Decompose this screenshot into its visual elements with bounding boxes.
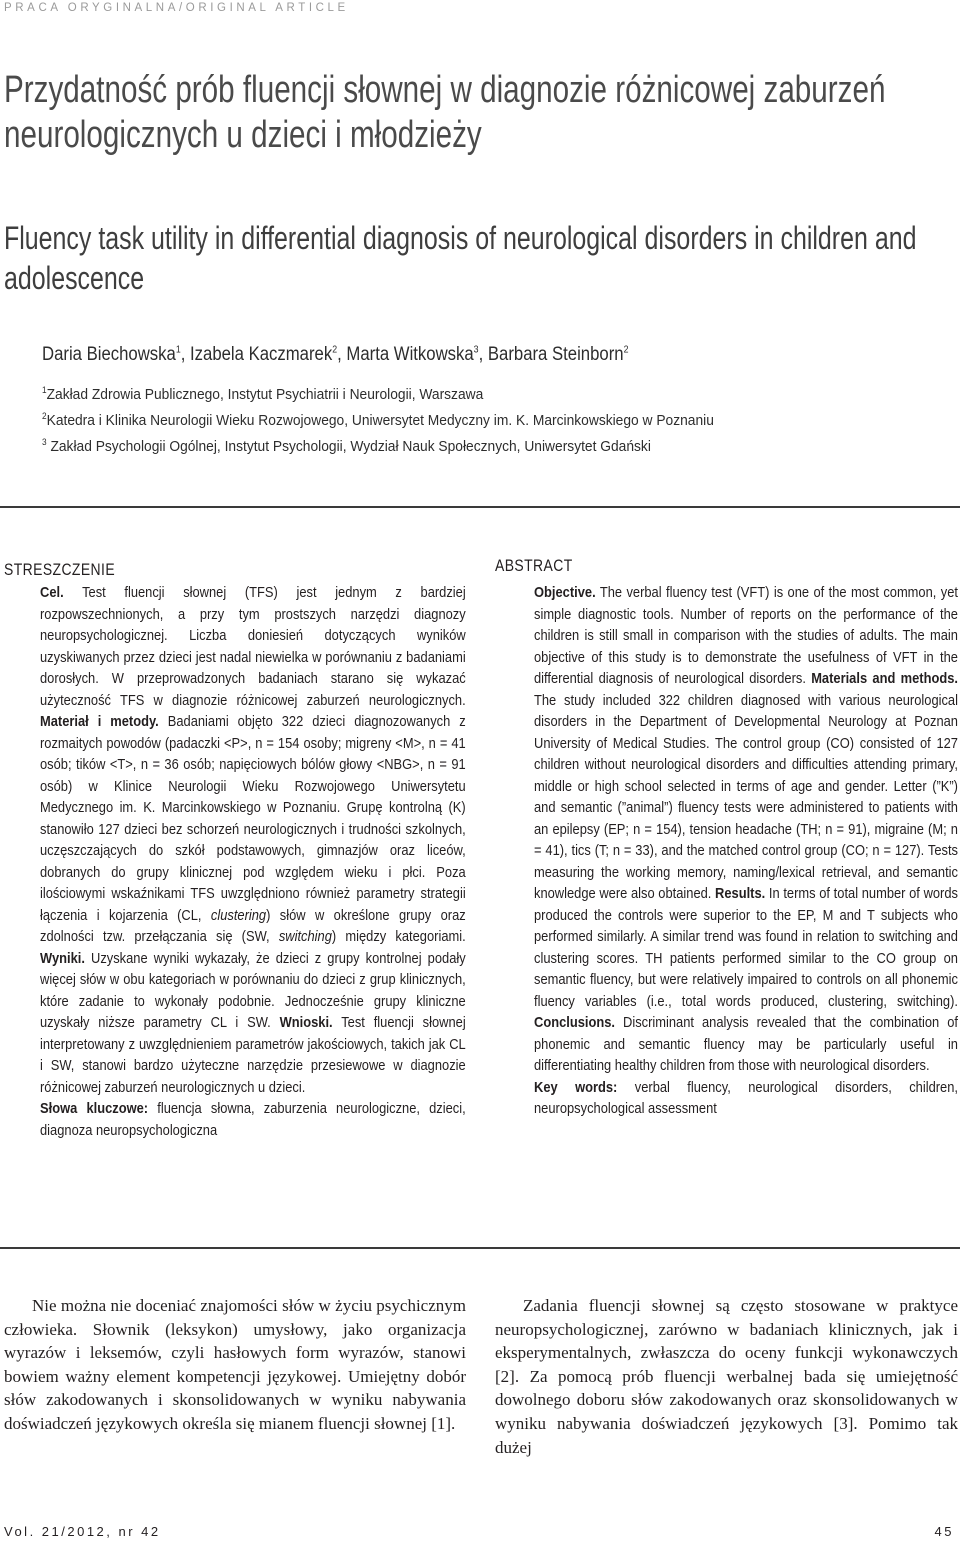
author-name: Marta Witkowska: [346, 344, 474, 365]
keywords-label: Key words:: [534, 1078, 618, 1096]
text-run: The verbal fluency test (VFT) is one of the most common, yet simple diagnostic tools. Number of reports on the performance of the children is still small in comparison with the studies of adults. The main objective of this study is to demonstrate the usefulness of VFT in the differential diagnosis of neurological disorders.: [534, 584, 958, 687]
affiliation-text: Katedra i Klinika Neurologii Wieku Rozwojowego, Uniwersytet Medyczny im. K. Marcinkowskiego w Poznaniu: [46, 412, 714, 429]
affiliation-sup: 1: [42, 385, 47, 395]
section-label: Cel.: [40, 584, 64, 601]
affiliation-sup: 2: [42, 411, 47, 421]
section-label: Objective.: [534, 584, 596, 601]
streszczenie-block: [40, 582, 466, 1141]
affiliation-1: [42, 385, 483, 403]
section-label: Wyniki.: [40, 949, 85, 967]
author-sup: 2: [332, 344, 338, 356]
streszczenie-body: [40, 582, 466, 1098]
title-polish: Przydatność prób fluencji słownej w diagnozie różnicowej zaburzeń neurologicznych u dzieci i młodzieży: [4, 69, 886, 156]
author-name: Barbara Steinborn: [487, 344, 624, 365]
text-run: Uzyskane wyniki wykazały, że dzieci z grupy kontrolnej podały więcej słów w obu kategoriach w porównaniu do dzieci z grup klinicznych, które zadanie to wykonały podobnie. Jednocześnie grupy kliniczne uzyskały niższe parametry CL i SW.: [40, 949, 466, 1031]
keywords-text: fluencja słowna, zaburzenia neurologiczne, dzieci, diagnoza neuropsychologiczna: [40, 1100, 466, 1139]
affiliation-text: Zakład Psychologii Ogólnej, Instytut Psychologii, Wydział Nauk Społecznych, Uniwersytet Gdański: [46, 438, 651, 455]
text-run: Discriminant analysis revealed that the combination of phonemic and semantic fluency may be particularly useful in differentiating healthy children from those with neurological disorders.: [534, 1014, 958, 1074]
text-run: ) słów w określone grupy oraz zdolności tzw. przełączania się (SW,: [40, 906, 466, 945]
abstract-heading: ABSTRACT: [495, 556, 573, 575]
text-run: Test fluencji słownej interpretowany z uwzględnieniem parametrów jakościowych, takich jak CL i SW, stanowi bardzo użyteczne narzędzie przesiewowe w diagnozie różnicowej zaburzeń neurologicznych u dzieci.: [40, 1014, 466, 1096]
author-separator: ,: [478, 344, 488, 365]
streszczenie-keywords: [40, 1098, 466, 1141]
title-english: Fluency task utility in differential diagnosis of neurological disorders in children and adolescence: [4, 220, 917, 296]
streszczenie-heading: STRESZCZENIE: [4, 560, 116, 579]
italic-term: switching: [278, 928, 332, 945]
section-label: Results.: [715, 885, 766, 902]
author-sup: 3: [473, 344, 479, 356]
text-run: The study included 322 children diagnosed with various neurological disorders in the Department of Developmental Neurology at Poznan University of Medical Studies. The control group (CO) consisted of 127 children without neurological disorders and difficulties attending primary, middle or high school selected in terms of age and gender. Letter (”K”) and semantic (”animal”) fluency tests were administered to patients with an epilepsy (EP; n = 154), tension headache (TH; n = 91), migraine (M; n = 41), tics (T; n = 33), and the matched control group (CO; n = 127). Tests measuring the working memory, naming/lexical retrieval, and semantic knowledge were also obtained.: [534, 691, 958, 902]
body-text-right: Zadania fluencji słownej są często stosowane w praktyce neuropsychologicznej, zarówno w badaniach klinicznych, jak i eksperymentalnych, zwłaszcza do oceny funkcji wykonawczych [2]. Za pomocą prób fluencji werbalnej bada się umiejętność dowolnego doboru słów zakodowanych oraz skonsolidowanych w wyniku nabywania doświadczeń językowych [3]. Pomimo tak dużej: [495, 1296, 958, 1457]
keywords-text: verbal fluency, neurological disorders, children, neuropsychological assessment: [534, 1078, 958, 1117]
article-type-rubric: PRACA ORYGINALNA/ORIGINAL ARTICLE: [4, 2, 349, 14]
keywords-label: Słowa kluczowe:: [40, 1100, 149, 1117]
top-divider: [0, 506, 960, 508]
text-run: In terms of total number of words produced the controls were superior to the EP, M and T subjects who performed similarly. A similar trend was found in relation to switching and clustering scores. TH patients performed similar to the CO group on semantic fluency, but were relatively impaired to controls on all phonemic fluency variables (i.e., total words produced, clustering, switching).: [534, 885, 958, 1010]
body-text-left: Nie można nie doceniać znajomości słów w życiu psychicznym człowieka. Słownik (leksykon) umysłowy, jako organizacja wyrazów i leksemów, czyli hasłowych form wyrazów, stanowi bowiem ważny element kompetencji językowej. Umiejętny dobór słów zakodowanych i skonsolidowanych w wyniku nabywania doświadczeń językowych określa się mianem fluencji słownej [1].: [4, 1296, 466, 1433]
author-list: [42, 344, 628, 366]
page-number: 45: [934, 1524, 954, 1539]
section-label: Wnioski.: [279, 1014, 333, 1031]
author-sup: 1: [175, 344, 181, 356]
author-sup: 2: [623, 344, 629, 356]
author-separator: ,: [337, 344, 347, 365]
author-name: Daria Biechowska: [42, 344, 176, 365]
section-label: Materiał i metody.: [40, 713, 159, 730]
abstract-body: [534, 582, 958, 1077]
footer-volume: Vol. 21/2012, nr 42: [4, 1524, 161, 1539]
italic-term: clustering: [210, 906, 267, 924]
affiliation-text: Zakład Zdrowia Publicznego, Instytut Psychiatrii i Neurologii, Warszawa: [46, 386, 484, 403]
bottom-divider: [0, 1247, 960, 1249]
affiliation-3: [42, 437, 651, 455]
author-name: Izabela Kaczmarek: [190, 344, 333, 365]
abstract-keywords: [534, 1077, 958, 1120]
author-separator: ,: [180, 344, 191, 365]
affiliation-sup: 3: [42, 437, 47, 447]
section-label: Conclusions.: [534, 1014, 616, 1031]
section-label: Materials and methods.: [811, 670, 958, 687]
abstract-block: [534, 582, 958, 1120]
text-run: Test fluencji słownej (TFS) jest jednym z bardziej rozpowszechnionych, a przy tym prostszych narzędzi diagnozy neuropsychologicznej. Liczba doniesień dotyczących wyników uzyskiwanych przez dzieci jest nadal niewielka w porównaniu z badaniami dorosłych. W przeprowadzonych badaniach starano się wykazać użyteczność TFS w diagnozie różnicowej zaburzeń neurologicznych.: [40, 584, 466, 709]
affiliation-2: [42, 411, 714, 429]
text-run: Badaniami objęto 322 dzieci diagnozowanych z rozmaitych powodów (padaczki <P>, n = 154 osoby; migreny <M>, n = 41 osób; tików <T>, n = 36 osób; napięciowych bólów głowy <NBG>, n = 91 osób) w Klinice Neurologii Wieku Rozwojowego Uniwersytetu Medycznego im. K. Marcinkowskiego w Poznaniu. Grupę kontrolną (K) stanowiło 127 dzieci bez schorzeń neurologicznych i trudności szkolnych, uczęszczających do szkół podstawowych, gimnazjów oraz liceów, dobranych do grupy klinicznej pod względem wieku i płci. Poza ilościowymi wskaźnikami TFS uwzględniono również parametry strategii łączenia i kojarzenia (CL,: [40, 713, 466, 924]
text-run: ) między kategoriami.: [331, 928, 466, 945]
